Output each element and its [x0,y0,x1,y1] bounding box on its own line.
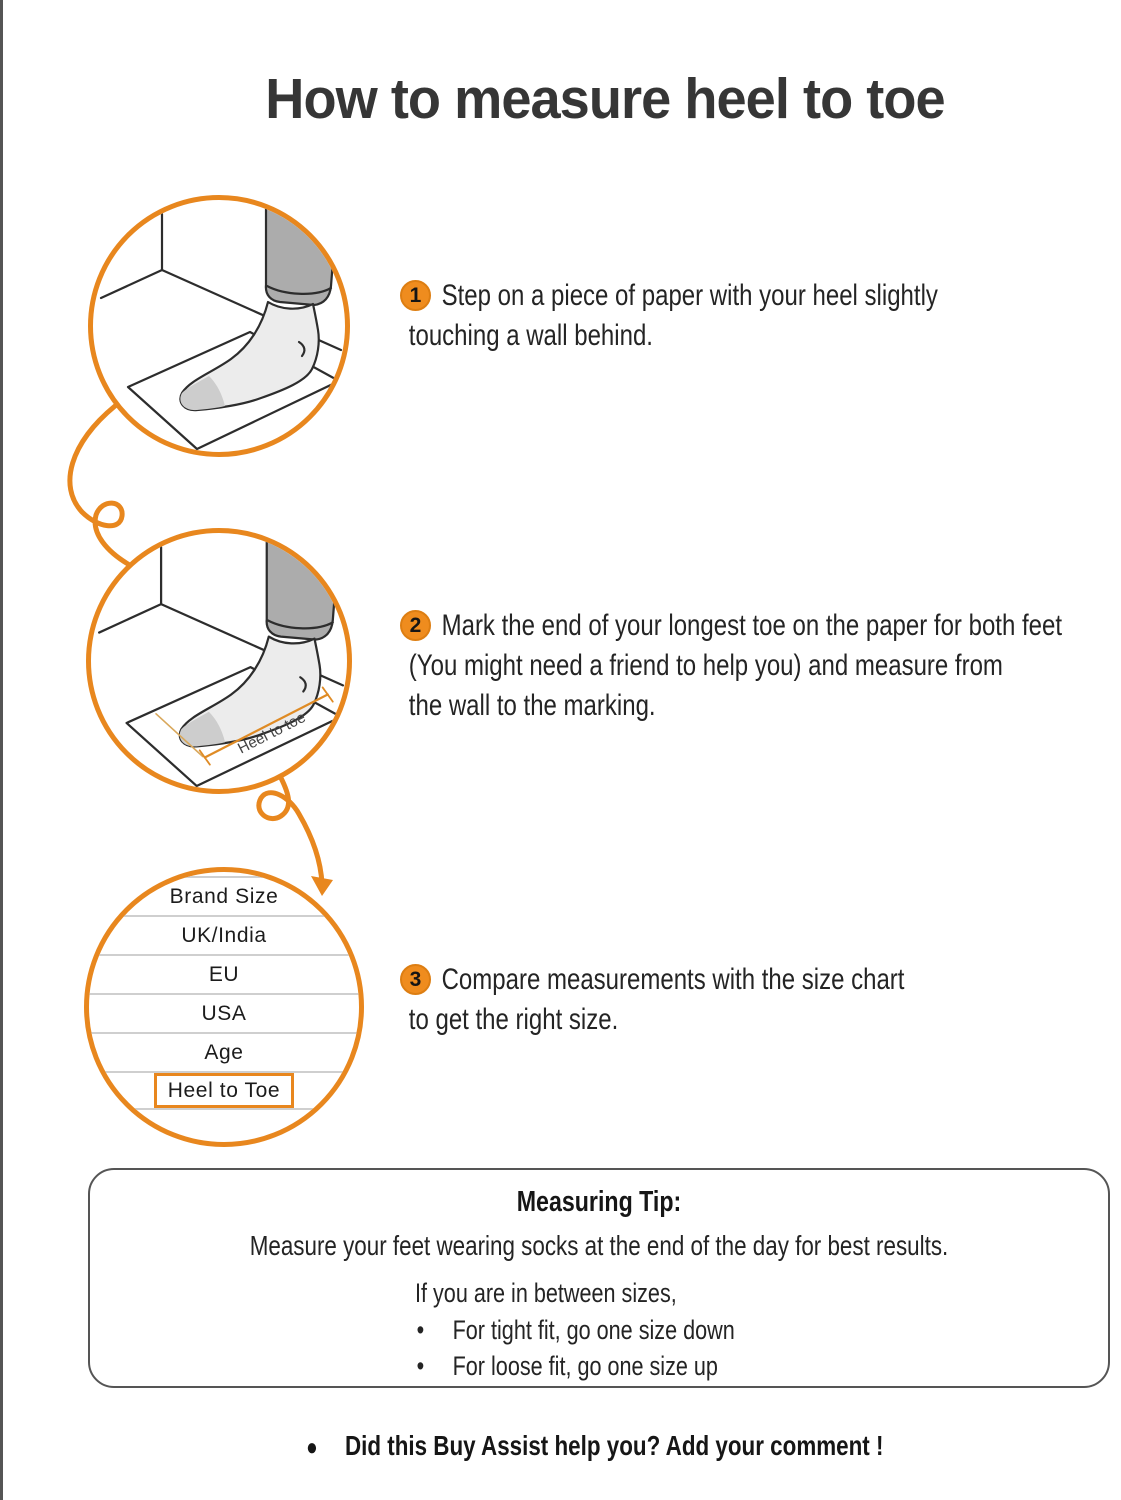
heel-to-toe-label: Heel to toe [235,708,309,758]
bullet-icon: • [416,1351,425,1381]
step-3-text: Compare measurements with the size chart to get the right size. [408,963,905,1036]
size-chart-rows [89,876,359,1110]
step-2-text: Mark the end of your longest toe on the paper for both feet (You might need a friend to help you) and measure from the wall to the marking. [408,609,1063,722]
size-chart-row-eu: EU [89,954,359,993]
size-chart-row-heel-to-toe [89,1071,359,1110]
step-2-number-badge: 2 [400,610,431,641]
size-chart-row-usa: USA [89,993,359,1032]
step-3-number-badge: 3 [400,964,431,995]
page-left-border [0,0,3,1500]
step-1 [400,276,1120,356]
heel-to-toe-highlight-box: Heel to Toe [154,1073,294,1108]
step-1-text: Step on a piece of paper with your heel slightly touching a wall behind. [408,279,938,352]
size-chart-row-uk-india: UK/India [89,915,359,954]
size-chart-row-age: Age [89,1032,359,1071]
footer-note [70,1430,1120,1462]
measuring-tip-intro: Measure your feet wearing socks at the end of the day for best results. [249,1230,949,1261]
step-3 [400,960,1120,1040]
size-chart-circle [84,867,364,1147]
step-1-number-badge: 1 [400,280,431,311]
illustration-step2-heel-to-toe [86,528,352,794]
measuring-tip-box [88,1168,1110,1388]
page-title: How to measure heel to toe [265,67,945,131]
size-chart-row-brand-size: Brand Size [89,876,359,915]
tip-bullet-tight-fit: • For tight fit, go one size down [415,1312,735,1348]
footer-text: Did this Buy Assist help you? Add your comment ! [345,1430,884,1461]
bullet-icon: ● [306,1434,318,1461]
bullet-icon: • [416,1315,425,1345]
step-2 [400,606,1120,726]
measuring-tip-between-sizes: If you are in between sizes, • For tight fit, go one size down • For loose fit, go one size up [415,1274,735,1384]
measuring-tip-heading: Measuring Tip: [516,1186,682,1218]
tip-bullet-loose-fit: • For loose fit, go one size up [415,1348,735,1384]
foot-measure-drawing [91,533,347,789]
